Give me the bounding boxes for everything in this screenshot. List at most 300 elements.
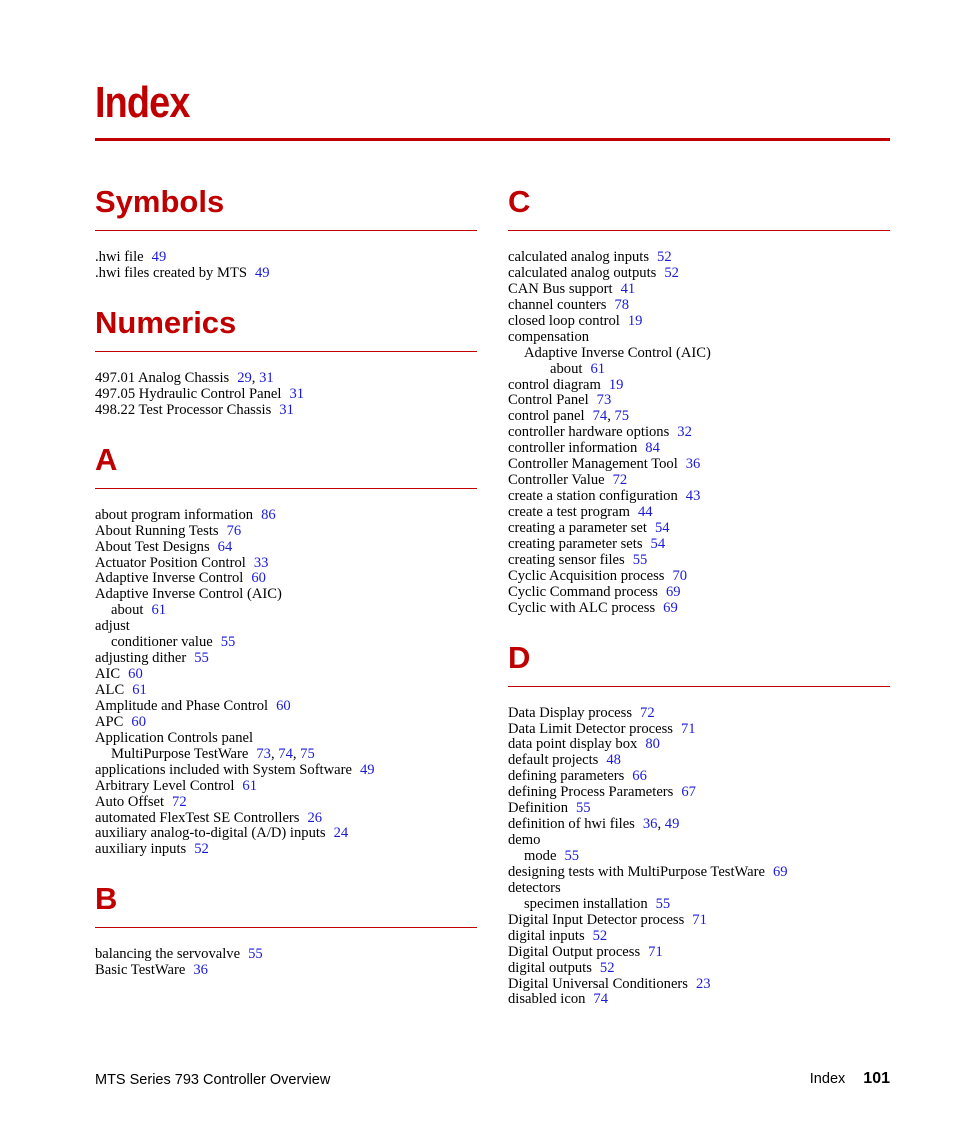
index-entry	[508, 505, 890, 521]
page-link[interactable]: 66	[632, 768, 647, 785]
index-entry	[95, 699, 477, 715]
entry-term: auxiliary analog-to-digital (A/D) inputs	[95, 825, 326, 842]
index-section	[508, 183, 890, 617]
page-link[interactable]: 55	[564, 848, 580, 864]
entry-pages	[681, 721, 696, 737]
entry-pages	[666, 584, 681, 600]
entry-pages	[664, 265, 679, 281]
page-link[interactable]: 61	[590, 360, 606, 377]
entry-term: Control Panel	[508, 392, 589, 409]
page-link[interactable]: 69	[772, 863, 788, 880]
entry-pages	[606, 752, 621, 768]
index-entry	[95, 266, 477, 282]
index-entry	[95, 651, 477, 667]
page-link[interactable]: 61	[132, 682, 147, 698]
index-entry	[95, 540, 477, 556]
page-link[interactable]: 69	[663, 599, 678, 616]
page-link[interactable]: 64	[217, 538, 233, 555]
entry-term: Adaptive Inverse Control	[95, 570, 244, 587]
page-link[interactable]: 19	[627, 312, 643, 329]
entry-term: creating sensor files	[508, 551, 625, 568]
index-entry	[95, 587, 477, 603]
section-rule	[95, 927, 477, 928]
footer-section: Index	[809, 1071, 846, 1087]
entry-term: Amplitude and Phase Control	[95, 697, 269, 714]
index-column-right	[508, 183, 890, 1030]
section-rule	[95, 488, 477, 489]
section-heading: Numerics	[95, 304, 237, 340]
entry-term: MultiPurpose TestWare	[111, 745, 249, 762]
entry-pages	[696, 976, 711, 992]
index-entry	[95, 635, 477, 651]
entry-pages	[256, 746, 314, 762]
section-heading: B	[95, 881, 118, 917]
page-link[interactable]: 55	[576, 800, 591, 817]
entry-term: control diagram	[508, 376, 601, 393]
entry-term: Auto Offset	[95, 793, 165, 810]
index-entry	[508, 849, 890, 865]
entry-pages	[128, 666, 143, 682]
section-rule	[508, 230, 890, 231]
page-link[interactable]: 78	[614, 296, 630, 313]
entry-pages	[289, 386, 304, 402]
section-heading: A	[95, 441, 118, 477]
index-entry	[95, 603, 477, 619]
page-link[interactable]: 36	[642, 816, 658, 833]
index-entry	[508, 266, 890, 282]
entry-term: compensation	[508, 328, 590, 345]
page-link[interactable]: 60	[128, 666, 143, 683]
entry-term: about	[550, 360, 583, 377]
index-entry	[508, 489, 890, 505]
entry-term: Actuator Position Control	[95, 554, 246, 571]
index-entry	[95, 811, 477, 827]
entry-list	[95, 947, 477, 979]
entry-term: 497.05 Hydraulic Control Panel	[95, 385, 282, 402]
page-link[interactable]: 43	[685, 488, 701, 505]
entry-pages	[663, 600, 678, 616]
index-section	[508, 639, 890, 1009]
page-link[interactable]: 73	[256, 745, 271, 762]
entry-pages	[590, 361, 605, 377]
page-link[interactable]: 72	[640, 704, 655, 721]
page-link[interactable]: 55	[655, 895, 671, 912]
index-entry	[95, 947, 477, 963]
entry-pages	[152, 249, 167, 265]
entry-term: calculated analog outputs	[508, 264, 657, 281]
entry-term: automated FlexTest SE Controllers	[95, 809, 300, 826]
entry-term: .hwi files created by MTS	[95, 264, 247, 281]
page-separator: ,	[657, 816, 665, 833]
index-entry	[508, 425, 890, 441]
entry-pages	[773, 864, 788, 880]
entry-term: Cyclic Acquisition process	[508, 567, 665, 584]
page-separator: ,	[292, 745, 301, 762]
page-link[interactable]: 36	[685, 456, 701, 473]
section-heading: Symbols	[95, 184, 225, 219]
index-entry	[508, 378, 890, 394]
index-entry	[95, 826, 477, 842]
entry-list	[95, 508, 477, 859]
index-entry	[508, 817, 890, 833]
page-link[interactable]: 73	[596, 392, 612, 409]
entry-term: creating a parameter set	[508, 519, 647, 536]
entry-term: disabled icon	[508, 991, 586, 1008]
index-entry	[95, 403, 477, 419]
page-separator: ,	[607, 408, 615, 425]
entry-term: detectors	[508, 879, 561, 896]
page-link[interactable]: 52	[599, 959, 615, 976]
entry-term: auxiliary inputs	[95, 841, 187, 858]
entry-term: Digital Input Detector process	[508, 911, 685, 928]
entry-term: conditioner value	[111, 634, 213, 651]
index-entry	[508, 585, 890, 601]
entry-term: calculated analog inputs	[508, 249, 650, 265]
index-entry	[95, 715, 477, 731]
section-heading: D	[508, 639, 531, 675]
entry-pages	[633, 552, 648, 568]
entry-pages	[131, 714, 146, 730]
entry-pages	[651, 536, 666, 552]
index-entry	[508, 457, 890, 473]
entry-term: creating parameter sets	[508, 535, 643, 552]
entry-term: defining Process Parameters	[508, 784, 674, 801]
index-entry	[508, 553, 890, 569]
entry-term: About Test Designs	[95, 538, 210, 555]
entry-pages	[692, 912, 707, 928]
index-entry	[95, 747, 477, 763]
index-entry	[508, 897, 890, 913]
index-entry	[95, 963, 477, 979]
index-entry	[508, 441, 890, 457]
entry-term: Data Limit Detector process	[508, 720, 673, 737]
entry-pages	[621, 281, 636, 297]
entry-term: Definition	[508, 800, 568, 817]
page-link[interactable]: 72	[172, 793, 187, 810]
entry-term: controller information	[508, 440, 638, 457]
page-link[interactable]: 71	[648, 943, 663, 960]
page-link[interactable]: 60	[131, 713, 146, 730]
index-entry	[508, 314, 890, 330]
footer-doc-title: MTS Series 793 Controller Overview	[95, 1072, 331, 1088]
entry-pages	[254, 555, 269, 571]
entry-term: Adaptive Inverse Control (AIC)	[524, 344, 711, 361]
section-rule	[508, 686, 890, 687]
index-entry	[508, 913, 890, 929]
index-entry	[95, 571, 477, 587]
page-link[interactable]: 36	[193, 962, 208, 979]
entry-term: CAN Bus support	[508, 280, 613, 297]
entry-pages	[597, 392, 612, 408]
index-entry	[508, 250, 890, 266]
entry-pages	[279, 402, 294, 418]
entry-pages	[657, 249, 672, 265]
page-link[interactable]: 74	[593, 991, 609, 1008]
entry-term: defining parameters	[508, 768, 625, 785]
entry-pages	[645, 440, 660, 456]
entry-pages	[218, 539, 233, 555]
entry-pages	[151, 602, 166, 618]
page-link[interactable]: 55	[632, 551, 648, 568]
index-entry	[95, 250, 477, 266]
page-link[interactable]: 60	[276, 697, 291, 714]
page-link[interactable]: 75	[300, 745, 315, 762]
entry-term: Controller Value	[508, 472, 605, 489]
page-link[interactable]: 26	[307, 809, 323, 826]
entry-term: control panel	[508, 408, 585, 425]
page-link[interactable]: 44	[637, 504, 653, 520]
index-entry	[95, 371, 477, 387]
page-link[interactable]: 49	[151, 249, 167, 265]
page-link[interactable]: 52	[657, 249, 672, 265]
page-link[interactable]: 80	[645, 736, 660, 753]
page-link[interactable]: 49	[664, 816, 680, 833]
entry-pages	[251, 570, 266, 586]
entry-pages	[227, 523, 242, 539]
entry-pages	[686, 456, 701, 472]
entry-list	[508, 706, 890, 1009]
page-link[interactable]: 33	[253, 554, 269, 571]
index-entry	[508, 929, 890, 945]
index-entry	[95, 779, 477, 795]
page-link[interactable]: 31	[289, 385, 305, 402]
entry-pages	[221, 634, 236, 650]
page-link[interactable]: 75	[614, 408, 630, 425]
entry-pages	[193, 962, 208, 978]
entry-term: channel counters	[508, 296, 607, 313]
entry-term: Digital Output process	[508, 943, 641, 960]
page-link[interactable]: 69	[665, 583, 681, 600]
page-link[interactable]: 55	[194, 650, 209, 667]
index-entry	[508, 473, 890, 489]
page-link[interactable]: 76	[226, 522, 242, 539]
entry-term: create a station configuration	[508, 488, 678, 505]
entry-term: Application Controls panel	[95, 729, 254, 746]
page-link[interactable]: 31	[259, 369, 274, 386]
entry-pages	[632, 768, 647, 784]
entry-term: specimen installation	[524, 895, 648, 912]
page-link[interactable]: 32	[677, 424, 692, 441]
page-link[interactable]: 60	[251, 570, 266, 587]
page-link[interactable]: 29	[237, 369, 252, 386]
page-link[interactable]: 54	[654, 519, 670, 536]
entry-pages	[614, 297, 629, 313]
entry-pages	[261, 507, 276, 523]
page-link[interactable]: 54	[650, 535, 666, 552]
entry-term: about program information	[95, 506, 254, 523]
page-link[interactable]: 84	[645, 440, 660, 457]
index-entry	[508, 346, 890, 362]
entry-pages	[686, 488, 701, 504]
index-entry	[508, 769, 890, 785]
index-entry	[95, 508, 477, 524]
page-link[interactable]: 52	[592, 927, 608, 944]
entry-pages	[613, 472, 628, 488]
index-section	[95, 880, 477, 979]
page-link[interactable]: 49	[359, 761, 375, 778]
entry-pages	[640, 705, 655, 721]
page-link[interactable]: 72	[612, 472, 628, 489]
footer-page-number: 101	[863, 1070, 890, 1087]
index-entry	[508, 881, 890, 897]
page-title: Index	[95, 78, 190, 127]
entry-term: Adaptive Inverse Control (AIC)	[95, 586, 282, 603]
page-link[interactable]: 74	[592, 408, 608, 425]
page-separator: ,	[251, 369, 260, 386]
entry-pages	[655, 520, 670, 536]
entry-term: definition of hwi files	[508, 816, 635, 833]
entry-pages	[593, 408, 629, 424]
page-link[interactable]: 55	[248, 946, 263, 963]
page-link[interactable]: 74	[278, 745, 293, 762]
index-entry	[508, 785, 890, 801]
page-link[interactable]: 67	[681, 784, 696, 801]
entry-term: AIC	[95, 666, 121, 683]
index-entry	[508, 706, 890, 722]
entry-pages	[194, 650, 209, 666]
page-link[interactable]: 24	[333, 825, 349, 842]
entry-pages	[593, 928, 608, 944]
entry-term: 498.22 Test Processor Chassis	[95, 401, 272, 418]
entry-pages	[132, 682, 147, 698]
index-entry	[508, 569, 890, 585]
entry-pages	[360, 762, 375, 778]
footer-page-info	[810, 1070, 890, 1088]
index-section	[95, 441, 477, 859]
index-entry	[508, 865, 890, 881]
entry-pages	[638, 504, 653, 520]
entry-pages	[248, 946, 263, 962]
entry-term: 497.01 Analog Chassis	[95, 369, 230, 386]
section-rule	[95, 351, 477, 352]
entry-pages	[656, 896, 671, 912]
entry-pages	[194, 841, 209, 857]
entry-pages	[677, 424, 692, 440]
entry-term: closed loop control	[508, 312, 620, 329]
entry-term: Cyclic with ALC process	[508, 599, 656, 616]
entry-pages	[628, 313, 643, 329]
title-rule	[95, 138, 890, 141]
entry-term: mode	[524, 848, 557, 864]
index-entry	[508, 537, 890, 553]
entry-pages	[600, 960, 615, 976]
page-link[interactable]: 19	[608, 376, 624, 393]
index-entry	[508, 961, 890, 977]
entry-pages	[307, 810, 322, 826]
entry-pages	[255, 265, 270, 281]
page-link[interactable]: 52	[664, 264, 679, 281]
entry-term: Data Display process	[508, 704, 633, 721]
entry-term: Cyclic Command process	[508, 583, 658, 600]
entry-term: APC	[95, 713, 124, 730]
entry-term: demo	[508, 832, 541, 849]
index-entry	[95, 556, 477, 572]
index-section	[95, 304, 477, 419]
entry-term: adjust	[95, 618, 130, 635]
entry-term: Basic TestWare	[95, 962, 186, 979]
entry-pages	[609, 377, 624, 393]
index-entry	[508, 737, 890, 753]
index-entry	[508, 409, 890, 425]
section-rule	[95, 230, 477, 231]
entry-term: create a test program	[508, 504, 630, 520]
entry-pages	[172, 794, 187, 810]
index-entry	[95, 763, 477, 779]
index-entry	[508, 601, 890, 617]
entry-term: digital inputs	[508, 927, 585, 944]
index-entry	[508, 945, 890, 961]
page-link[interactable]: 55	[220, 634, 236, 651]
entry-pages	[648, 944, 663, 960]
entry-pages	[564, 848, 579, 864]
page-link[interactable]: 86	[261, 506, 276, 523]
entry-pages	[576, 800, 591, 816]
entry-pages	[593, 991, 608, 1007]
section-heading: C	[508, 184, 531, 219]
index-entry	[95, 667, 477, 683]
index-entry	[508, 801, 890, 817]
entry-pages	[681, 784, 696, 800]
entry-term: ALC	[95, 682, 125, 698]
page-link[interactable]: 71	[692, 911, 707, 928]
entry-term: default projects	[508, 752, 599, 769]
page-link[interactable]: 61	[242, 777, 258, 794]
entry-pages	[334, 825, 349, 841]
index-entry	[508, 977, 890, 993]
index-entry	[508, 521, 890, 537]
entry-pages	[672, 568, 687, 584]
entry-term: digital outputs	[508, 959, 592, 976]
index-entry	[508, 753, 890, 769]
page-link[interactable]: 52	[194, 841, 209, 858]
index-entry	[95, 731, 477, 747]
entry-term: Arbitrary Level Control	[95, 777, 235, 794]
entry-term: .hwi file	[95, 249, 144, 265]
page-separator: ,	[270, 745, 279, 762]
index-column-left	[95, 183, 477, 1001]
entry-term: Controller Management Tool	[508, 456, 678, 473]
entry-pages	[276, 698, 291, 714]
entry-term: adjusting dither	[95, 650, 187, 667]
page-link[interactable]: 61	[151, 602, 167, 619]
page-link[interactable]: 31	[279, 401, 294, 418]
page-link[interactable]: 41	[620, 280, 636, 297]
index-entry	[508, 362, 890, 378]
entry-term: controller hardware options	[508, 424, 670, 441]
index-entry	[508, 992, 890, 1008]
entry-term: applications included with System Software	[95, 761, 352, 778]
index-entry	[95, 842, 477, 858]
entry-term: balancing the servovalve	[95, 946, 241, 963]
index-entry	[508, 722, 890, 738]
index-entry	[508, 298, 890, 314]
index-entry	[508, 833, 890, 849]
entry-list	[95, 250, 477, 282]
index-entry	[95, 524, 477, 540]
entry-pages	[242, 778, 257, 794]
index-entry	[95, 619, 477, 635]
entry-pages	[237, 370, 273, 386]
index-entry	[95, 683, 477, 699]
entry-term: Digital Universal Conditioners	[508, 975, 688, 992]
page-link[interactable]: 70	[672, 567, 688, 584]
page-link[interactable]: 49	[254, 264, 270, 281]
page-link[interactable]: 48	[606, 752, 621, 769]
index-entry	[508, 330, 890, 346]
entry-term: data point display box	[508, 736, 638, 753]
page-link[interactable]: 71	[680, 720, 696, 737]
page-link[interactable]: 23	[695, 975, 711, 992]
